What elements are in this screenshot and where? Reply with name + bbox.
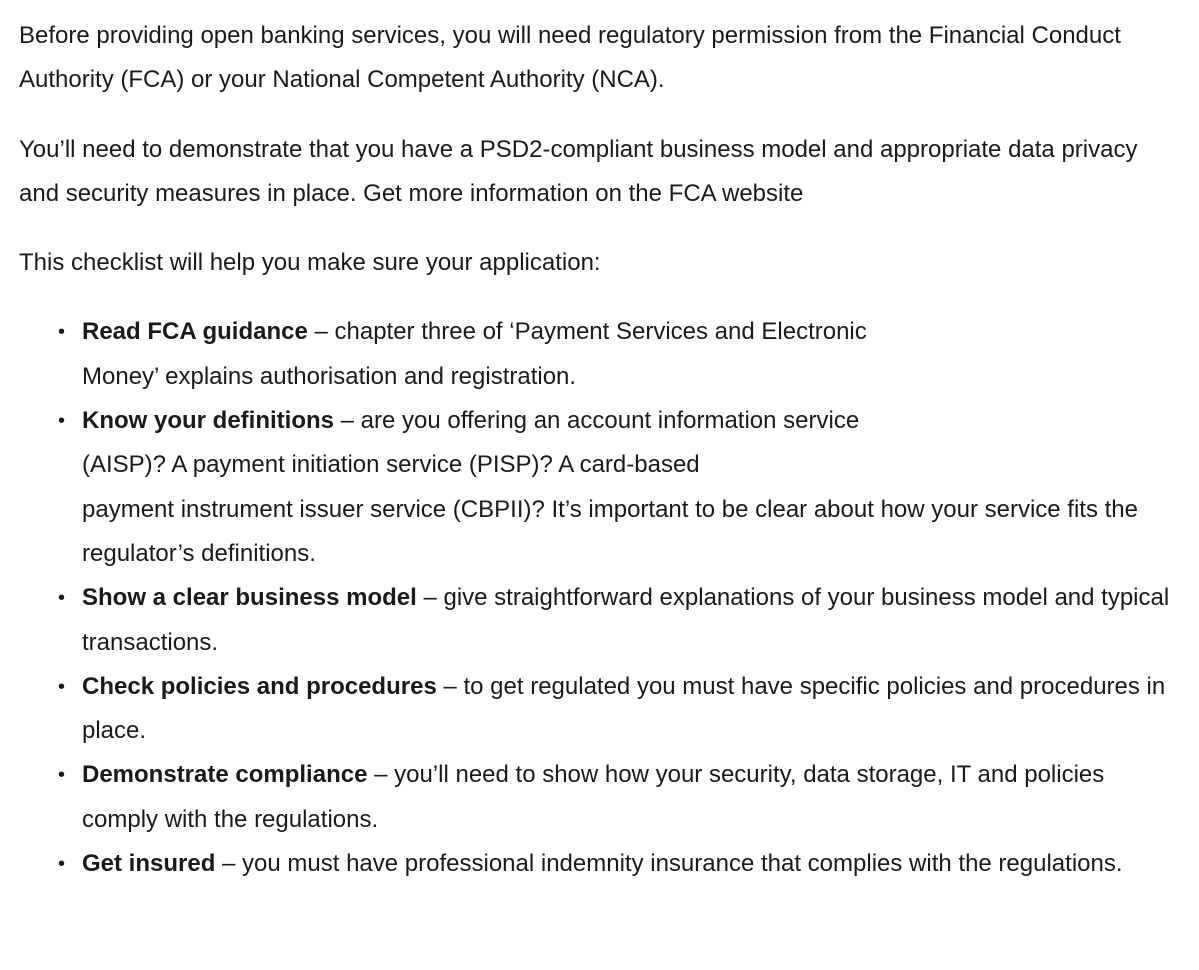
checklist-item (58, 842, 1179, 886)
article-body (19, 14, 1179, 886)
checklist-text: – chapter three of ‘Payment Services and Electronic (307, 318, 867, 346)
checklist-text: – are you offering an account information service (334, 407, 860, 435)
bullet-icon: • (58, 764, 66, 787)
checklist-text: Money’ explains authorisation and registration. (82, 362, 577, 390)
checklist-item (58, 399, 1179, 576)
application-checklist (19, 310, 1179, 886)
checklist-text: – you’ll need to show how your security, data storage, IT and policies comply with the regulations. (82, 761, 1105, 833)
checklist-item (58, 310, 1179, 399)
checklist-term: Read FCA guidance (82, 318, 308, 346)
checklist-term: Get insured (82, 850, 216, 878)
checklist-term: Know your definitions (82, 407, 334, 435)
checklist-term: Check policies and procedures (82, 672, 437, 700)
checklist-text: – to get regulated you must have specific policies and procedures in place. (82, 672, 1166, 745)
checklist-item (58, 753, 1179, 842)
checklist-text: payment instrument issuer service (CBPII)? It’s important to be clear about how your service fits the regulator’s definitions. (82, 495, 1138, 567)
checklist-term: Show a clear business model (82, 584, 417, 612)
checklist-item (58, 576, 1179, 665)
checklist-text: (AISP)? A payment initiation service (PISP)? A card-based (82, 451, 700, 479)
bullet-icon: • (58, 321, 66, 344)
intro-paragraph-permission: Before providing open banking services, you will need regulatory permission from the Financial Conduct Authority (FCA) or your National Competent Authority (NCA). (19, 22, 1121, 94)
bullet-icon: • (58, 853, 66, 876)
checklist-text: – you must have professional indemnity insurance that complies with the regulations. (215, 850, 1123, 878)
intro-paragraph-checklist: This checklist will help you make sure your application: (19, 249, 601, 277)
bullet-icon: • (58, 675, 66, 698)
bullet-icon: • (58, 587, 66, 610)
bullet-icon: • (58, 410, 66, 433)
intro-paragraph-psd2: You’ll need to demonstrate that you have a PSD2-compliant business model and appropriate data privacy and security measures in place. Get more information on the FCA website (19, 135, 1138, 207)
checklist-item (58, 665, 1179, 754)
checklist-text: – give straightforward explanations of your business model and typical transactions. (82, 584, 1170, 656)
checklist-term: Demonstrate compliance (82, 761, 368, 789)
